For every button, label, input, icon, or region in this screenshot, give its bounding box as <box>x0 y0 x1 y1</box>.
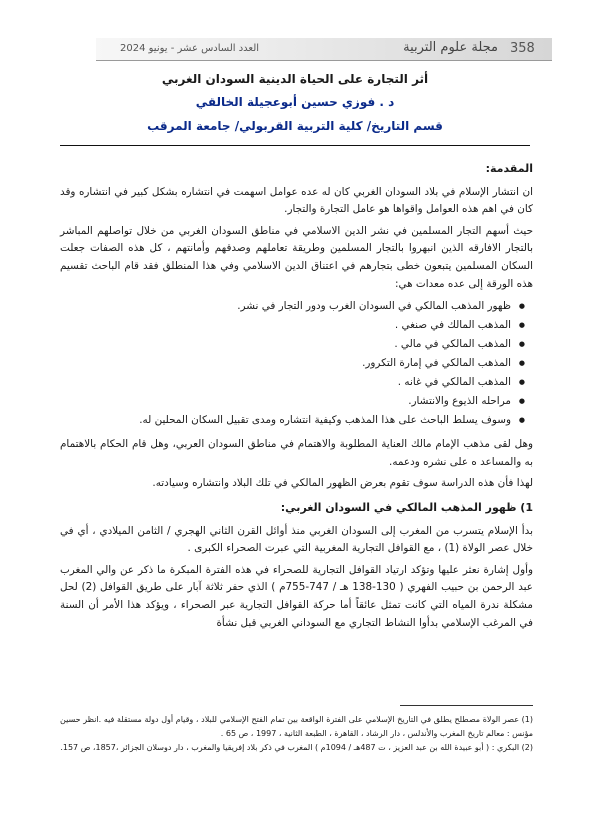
footnotes <box>60 713 533 756</box>
section-1-heading: 1) ظهور المذهب المالكي في السودان الغربي: <box>280 500 533 514</box>
author-name: د . فوزي حسين أبوعجيلة الخالقي <box>195 95 395 109</box>
list-item: ● مراحله الذيوع والانتشار. <box>60 392 523 411</box>
list-item: ● ظهور المذهب المالكي في السودان الغرب ودور التجار في نشر. <box>60 297 523 316</box>
list-item: ● المذهب المالك في صنغي . <box>60 316 523 335</box>
intro-paragraph-2: حيث أسهم التجار المسلمين في نشر الدين الاسلامي في مناطق السودان الغربي من خلال تواصلهم المباشر بالتجار الافارقه الذين انبهروا بالتجار المسلمين وطريقة تعاملهم وصدقهم وأمانتهم ، كل هذه الصفات جعلت السكان المسلمين يتبعون خطى بتجارهم في اعتناق الدين الاسلامي وفي هذا المنطلق فقد قام الباحث تقسيم هذه الورقة إلى عده معدات هي: <box>60 224 533 290</box>
footnote: (1) عصر الولاة مصطلح يطلق في التاريخ الإسلامي على الفترة الواقعة بين تمام الفتح الإسلامي للبلاد ، وقيام أول دولة مستقلة فيه .انظر حسين مؤنس : معالم تاريخ المغرب والأندلس ، دار الرشاد ، القاهرة ، الطبعة الثانية ، 1997 ، ص 65 . <box>60 715 533 738</box>
intro-paragraph-1: ان انتشار الإسلام في بلاد السودان الغربي كان له عده عوامل اسهمت في انتشاره بشكل كبير في انتشاره وقد كان في اهم هذه العوامل واقواها هو عامل التجارة والتجار. <box>60 185 533 216</box>
section-1-paragraph-2: وأول إشارة نعثر عليها وتؤكد ارتياد القوافل التجارية للصحراء في هذه الفترة المبكرة ما ذكر عن والي المغرب عبد الرحمن بن حبيب الفهري ( 130-138 هـ / 747-755م ) الذي حفر ثلاثة آبار على طريق القوافل (2) لحل مشكلة ندرة المياه التي كانت تمثل عائقاً أما حركة القوافل التجارية عبر الصحراء ، ويؤكد هذا الأمر أن السنة في المرغب الإسلامي بدأوا النشاط التجاري مع السوداني الغربي قبل نشأة <box>60 563 533 629</box>
page-number: 358 <box>510 41 535 56</box>
intro-paragraph-3: وهل لقى مذهب الإمام مالك العناية المطلوبة والاهتمام في مناطق السودان العربي، وهل قام الحكام بالاهتمام به والمساعد ه على نشره ودعمه. <box>60 438 533 468</box>
list-item: ● المذهب المالكي في مالي . <box>60 335 523 354</box>
author-affiliation: قسم التاريخ/ كلية التربية القربولي/ جامعة المرقب <box>147 119 443 133</box>
issue-info: العدد السادس عشر - يونيو 2024 <box>120 43 260 54</box>
article-title: أثر التجارة على الحياة الدينية السودان الغربي <box>161 72 429 86</box>
intro-paragraph-4: لهذا فأن هذه الدراسة سوف تقوم بعرض الظهور المالكي في تلك البلاد وانتشاره وسيادته. <box>152 477 533 490</box>
title-divider <box>60 145 530 146</box>
list-item: ● المذهب المالكي في غانه . <box>60 373 523 392</box>
footnote-divider <box>400 705 533 706</box>
intro-heading: المقدمة: <box>485 162 533 175</box>
footnote: (2) البكري : ( أبو عبيدة الله بن عبد العزيز ، ت 487هـ / 1094م ) المغرب في ذكر بلاد إفريقيا والمغرب ، دار دوسلان الجزائر ،1857، ص 157. <box>60 743 533 752</box>
article-body <box>60 158 533 636</box>
journal-name: مجلة علوم التربية <box>403 40 498 55</box>
topics-list <box>60 297 533 430</box>
section-1-paragraph-1: بدأ الإسلام يتسرب من المغرب إلى السودان الغربي منذ أوائل القرن الثاني الهجري / الثامن الميلادي ، أي في خلال عصر الولاة (1) ، مع القوافل التجارية المغربية التي عبرت الصحراء الكبرى . <box>60 524 533 555</box>
list-item: ● وسوف يسلط الباحث على هذا المذهب وكيفية انتشاره ومدى تقبيل السكان المحلين له. <box>60 411 523 430</box>
list-item: ● المذهب المالكي في إمارة التكرور. <box>60 354 523 373</box>
